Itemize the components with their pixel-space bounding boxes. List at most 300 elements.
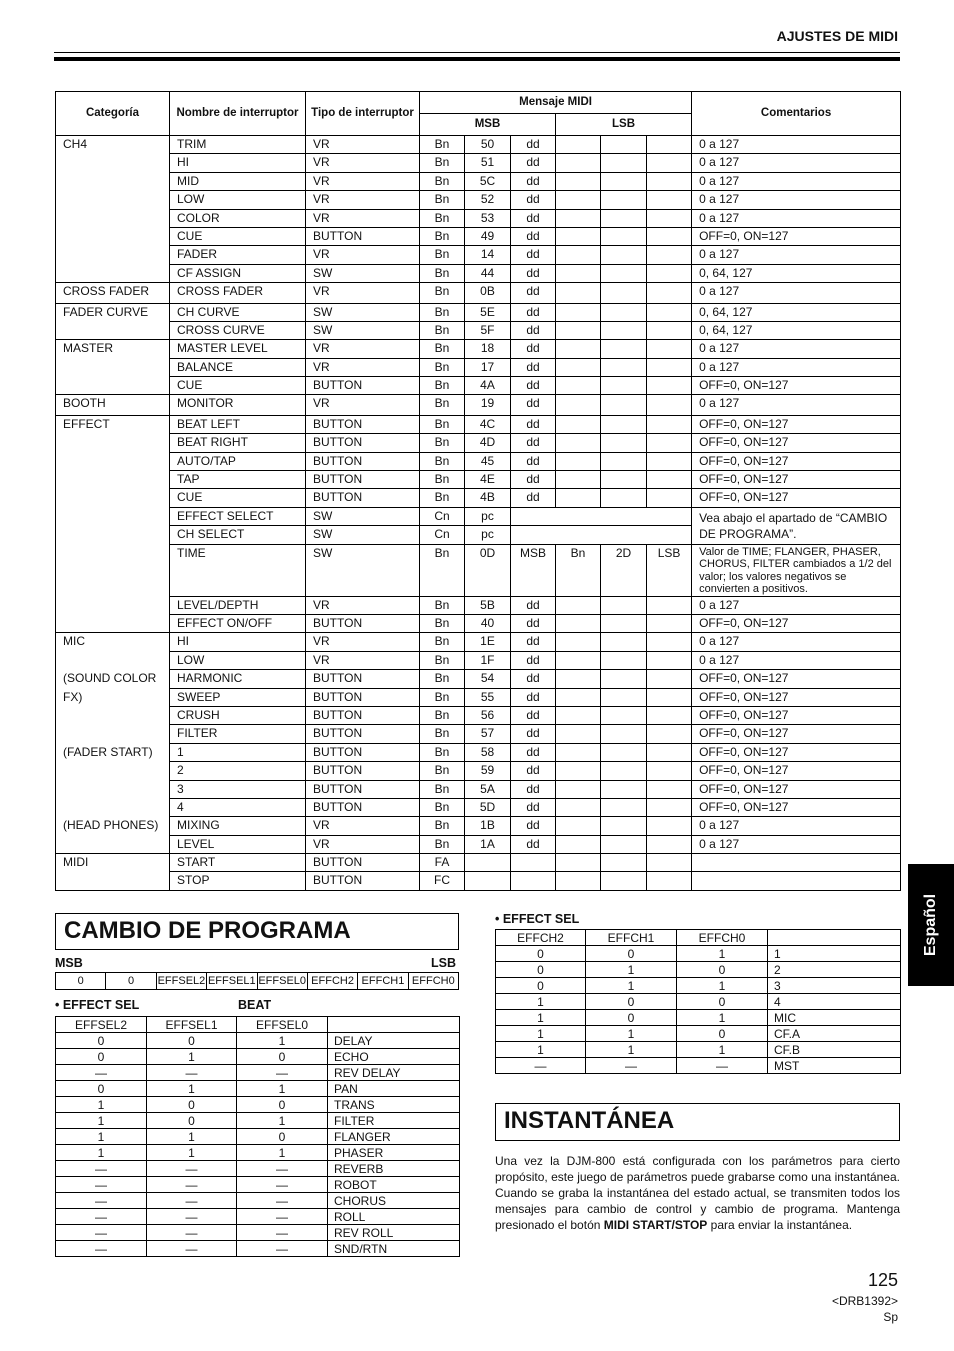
beat-effect-sel-label: • EFFECT SEL — [55, 998, 140, 1012]
table-cell: SW — [306, 264, 420, 282]
comment-cell: 0, 64, 127 — [692, 303, 901, 321]
table-cell — [601, 670, 647, 688]
bit-value: — — [237, 1177, 328, 1193]
table-cell: 57 — [465, 725, 511, 743]
table-cell: Bn — [420, 725, 465, 743]
table-cell: MID — [170, 172, 306, 190]
table-cell: BUTTON — [306, 706, 420, 724]
effsel-row — [496, 978, 901, 994]
comment-cell: 0 a 127 — [692, 191, 901, 209]
table-cell: FADER — [170, 246, 306, 264]
bit-value: 1 — [56, 1113, 147, 1129]
table-cell — [647, 191, 692, 209]
table-cell — [647, 670, 692, 688]
bit-value: 1 — [56, 1145, 147, 1161]
table-cell: CUE — [170, 227, 306, 245]
comment-cell: 0 a 127 — [692, 340, 901, 358]
table-cell — [601, 489, 647, 507]
table-cell — [647, 340, 692, 358]
table-cell: Bn — [420, 415, 465, 433]
effect-name: CHORUS — [328, 1193, 460, 1209]
table-cell — [647, 817, 692, 835]
table-cell: HI — [170, 154, 306, 172]
comment-cell: 0 a 127 — [692, 136, 901, 154]
table-row — [56, 191, 901, 209]
table-cell: CH CURVE — [170, 303, 306, 321]
table-cell: VR — [306, 651, 420, 669]
effect-name: ROLL — [328, 1209, 460, 1225]
table-cell — [647, 227, 692, 245]
table-cell: MONITOR — [170, 395, 306, 415]
table-cell: Bn — [420, 835, 465, 853]
table-cell — [601, 835, 647, 853]
table-cell — [556, 136, 601, 154]
table-cell — [647, 614, 692, 632]
table-cell — [647, 489, 692, 507]
table-cell: HI — [170, 633, 306, 651]
table-cell — [647, 706, 692, 724]
category-line: (SOUND COLOR — [63, 671, 157, 686]
table-cell: 0B — [465, 283, 511, 303]
table-cell: CROSS CURVE — [170, 321, 306, 339]
table-cell: 49 — [465, 227, 511, 245]
instantanea-section-title: INSTANTÁNEA — [495, 1103, 900, 1141]
bit-value: 1 — [677, 1042, 768, 1058]
category-cell — [56, 395, 170, 415]
bit-cell: EFFSEL2 — [156, 973, 206, 990]
table-cell: dd — [511, 246, 556, 264]
table-cell — [601, 377, 647, 395]
bit-value: 1 — [496, 1026, 586, 1042]
table-cell — [556, 706, 601, 724]
table-cell: EFFECT ON/OFF — [170, 614, 306, 632]
category-line: CROSS FADER — [63, 284, 150, 299]
effect-name: PHASER — [328, 1145, 460, 1161]
category-line — [63, 763, 169, 781]
beat-row — [56, 1065, 460, 1081]
table-cell: BUTTON — [306, 377, 420, 395]
bit-value: — — [56, 1209, 147, 1225]
header-comentarios: Comentarios — [692, 92, 901, 136]
table-cell: dd — [511, 136, 556, 154]
comment-cell: 0 a 127 — [692, 395, 901, 415]
table-cell — [647, 633, 692, 651]
table-cell: dd — [511, 377, 556, 395]
effect-name: FILTER — [328, 1113, 460, 1129]
table-cell — [601, 614, 647, 632]
table-cell — [647, 452, 692, 470]
table-cell: 5F — [465, 321, 511, 339]
comment-cell: OFF=0, ON=127 — [692, 614, 901, 632]
table-cell: BUTTON — [306, 227, 420, 245]
table-row — [56, 172, 901, 190]
table-cell — [556, 209, 601, 227]
table-cell — [601, 246, 647, 264]
effsel-row — [496, 962, 901, 978]
bit-value: — — [56, 1225, 147, 1241]
table-cell: BUTTON — [306, 452, 420, 470]
bit-value: 0 — [147, 1033, 237, 1049]
table-cell: Bn — [420, 706, 465, 724]
table-cell — [647, 762, 692, 780]
table-cell: AUTO/TAP — [170, 452, 306, 470]
bit-value: — — [56, 1241, 147, 1257]
bit-value: 1 — [56, 1129, 147, 1145]
table-cell: Bn — [420, 780, 465, 798]
table-cell: Cn — [420, 526, 465, 544]
table-row — [56, 725, 901, 743]
table-row — [56, 227, 901, 245]
table-cell: Bn — [420, 743, 465, 761]
table-cell: SW — [306, 544, 420, 596]
table-row — [56, 670, 901, 688]
table-cell: 52 — [465, 191, 511, 209]
channel-name: CF.B — [768, 1042, 901, 1058]
table-cell — [647, 743, 692, 761]
table-cell — [601, 209, 647, 227]
bit-value: — — [56, 1177, 147, 1193]
table-cell: FILTER — [170, 725, 306, 743]
table-cell: 4B — [465, 489, 511, 507]
table-cell — [601, 303, 647, 321]
comment-cell: 0 a 127 — [692, 651, 901, 669]
table-cell: Bn — [420, 340, 465, 358]
table-cell: LEVEL/DEPTH — [170, 596, 306, 614]
table-cell — [601, 688, 647, 706]
table-cell: BUTTON — [306, 489, 420, 507]
table-cell: Bn — [420, 154, 465, 172]
bit-value: 1 — [586, 978, 677, 994]
table-cell: dd — [511, 227, 556, 245]
table-cell: SWEEP — [170, 688, 306, 706]
table-cell — [556, 633, 601, 651]
table-cell — [601, 743, 647, 761]
table-cell — [647, 358, 692, 376]
comment-cell: 0 a 127 — [692, 283, 901, 303]
table-cell: Bn — [420, 651, 465, 669]
channel-name: CF.A — [768, 1026, 901, 1042]
table-cell — [647, 434, 692, 452]
effect-name: ECHO — [328, 1049, 460, 1065]
table-cell — [556, 227, 601, 245]
category-cell — [56, 340, 170, 395]
bit-value: 0 — [677, 962, 768, 978]
empty-cell — [511, 526, 692, 544]
table-cell — [601, 191, 647, 209]
effect-name: ROBOT — [328, 1177, 460, 1193]
table-cell: dd — [511, 743, 556, 761]
effsel-row — [496, 1026, 901, 1042]
table-cell — [647, 780, 692, 798]
table-cell: FA — [420, 854, 465, 872]
table-cell — [601, 706, 647, 724]
table-cell: Bn — [420, 817, 465, 835]
table-cell: 50 — [465, 136, 511, 154]
table-cell: Bn — [420, 798, 465, 816]
bit-value: 1 — [147, 1129, 237, 1145]
table-cell — [601, 283, 647, 303]
cambio-section-title: CAMBIO DE PROGRAMA — [55, 913, 459, 950]
para-text-bold: MIDI START/STOP — [603, 1218, 708, 1232]
table-cell: dd — [511, 452, 556, 470]
table-cell — [556, 303, 601, 321]
table-cell: dd — [511, 706, 556, 724]
table-cell — [601, 154, 647, 172]
bit-value: 1 — [677, 1010, 768, 1026]
table-row — [56, 136, 901, 154]
table-cell — [556, 688, 601, 706]
beat-row — [56, 1209, 460, 1225]
doc-code — [832, 1293, 898, 1325]
table-cell — [556, 377, 601, 395]
bit-value: — — [56, 1065, 147, 1081]
table-cell: LEVEL — [170, 835, 306, 853]
table-cell: dd — [511, 596, 556, 614]
effsel-row — [496, 1058, 901, 1074]
category-line: FX) — [63, 689, 83, 704]
table-cell: Bn — [420, 303, 465, 321]
table-cell: Bn — [420, 596, 465, 614]
table-cell: CUE — [170, 377, 306, 395]
category-cell — [56, 415, 170, 633]
table-cell — [647, 835, 692, 853]
table-cell: HARMONIC — [170, 670, 306, 688]
bit-value: — — [237, 1209, 328, 1225]
table-row — [56, 817, 901, 835]
bit-value: 0 — [237, 1097, 328, 1113]
table-cell — [556, 489, 601, 507]
table-cell: VR — [306, 191, 420, 209]
table-cell: 0D — [465, 544, 511, 596]
comment-cell: 0, 64, 127 — [692, 321, 901, 339]
table-cell — [556, 670, 601, 688]
table-cell: BEAT LEFT — [170, 415, 306, 433]
table-cell — [601, 780, 647, 798]
table-cell: dd — [511, 688, 556, 706]
table-cell: Bn — [420, 136, 465, 154]
table-cell: CH SELECT — [170, 526, 306, 544]
table-cell — [556, 596, 601, 614]
table-cell: Bn — [420, 434, 465, 452]
channel-name: MIC — [768, 1010, 901, 1026]
table-cell: SW — [306, 526, 420, 544]
table-cell — [601, 321, 647, 339]
beat-row — [56, 1081, 460, 1097]
table-cell — [647, 264, 692, 282]
table-cell: Bn — [420, 489, 465, 507]
table-cell: dd — [511, 434, 556, 452]
table-cell: BUTTON — [306, 762, 420, 780]
bit-value: — — [147, 1161, 237, 1177]
doc-lang: Sp — [883, 1310, 898, 1324]
table-cell — [601, 227, 647, 245]
table-cell — [647, 688, 692, 706]
table-cell: 51 — [465, 154, 511, 172]
table-cell — [556, 651, 601, 669]
table-cell — [647, 395, 692, 415]
language-tab-label: Español — [922, 893, 939, 957]
bit-value: — — [237, 1161, 328, 1177]
table-cell — [601, 264, 647, 282]
effsel-header: EFFCH2 — [496, 930, 586, 946]
comment-cell: OFF=0, ON=127 — [692, 434, 901, 452]
table-row — [56, 596, 901, 614]
table-cell — [601, 471, 647, 489]
table-row — [56, 395, 901, 415]
instantanea-paragraph — [495, 1153, 900, 1233]
effsel-row — [496, 1010, 901, 1026]
table-cell: dd — [511, 358, 556, 376]
bit-value: 0 — [56, 1081, 147, 1097]
table-cell: Bn — [420, 246, 465, 264]
bit-value: 1 — [496, 1010, 586, 1026]
beat-row — [56, 1097, 460, 1113]
comment-cell: OFF=0, ON=127 — [692, 780, 901, 798]
table-cell: TIME — [170, 544, 306, 596]
table-row — [56, 471, 901, 489]
bit-value: 1 — [237, 1113, 328, 1129]
table-cell — [556, 434, 601, 452]
bit-value: 0 — [147, 1097, 237, 1113]
comment-cell: 0 a 127 — [692, 835, 901, 853]
table-cell: CROSS FADER — [170, 283, 306, 303]
table-cell: BUTTON — [306, 415, 420, 433]
bit-value: 1 — [496, 994, 586, 1010]
table-cell — [647, 651, 692, 669]
table-row — [56, 633, 901, 651]
table-cell — [601, 395, 647, 415]
table-cell — [601, 817, 647, 835]
table-cell — [511, 854, 556, 872]
table-cell — [647, 471, 692, 489]
table-cell: 44 — [465, 264, 511, 282]
bit-value: 1 — [147, 1081, 237, 1097]
bit-value: 0 — [56, 1033, 147, 1049]
table-cell: 19 — [465, 395, 511, 415]
table-cell — [647, 136, 692, 154]
table-cell — [556, 614, 601, 632]
comment-cell: Valor de TIME; FLANGER, PHASER, CHORUS, FILTER cambiados a 1/2 del valor; los valores negativos se convierten a positivos. — [692, 544, 901, 596]
comment-cell: Vea abajo el apartado de “CAMBIO DE PROGRAMA”. — [692, 507, 901, 544]
table-cell — [556, 872, 601, 890]
table-cell: Cn — [420, 507, 465, 525]
table-cell: VR — [306, 596, 420, 614]
table-cell — [465, 872, 511, 890]
table-cell — [556, 780, 601, 798]
comment-cell: OFF=0, ON=127 — [692, 706, 901, 724]
bit-value: — — [147, 1193, 237, 1209]
table-cell: VR — [306, 283, 420, 303]
effect-channel-table — [495, 929, 901, 1074]
bit-value: 1 — [56, 1097, 147, 1113]
comment-cell: OFF=0, ON=127 — [692, 743, 901, 761]
table-row — [56, 489, 901, 507]
table-cell: dd — [511, 798, 556, 816]
table-cell: Bn — [420, 321, 465, 339]
table-cell: VR — [306, 633, 420, 651]
beat-effect-table — [55, 1016, 460, 1257]
table-cell — [601, 172, 647, 190]
header-mensaje: Mensaje MIDI — [420, 92, 692, 114]
table-cell: CUE — [170, 489, 306, 507]
comment-cell: 0, 64, 127 — [692, 264, 901, 282]
bit-cell: EFFSEL0 — [257, 973, 307, 990]
table-row — [56, 614, 901, 632]
bit-value: — — [147, 1241, 237, 1257]
table-cell: BUTTON — [306, 670, 420, 688]
bit-value: 0 — [237, 1129, 328, 1145]
table-cell — [556, 854, 601, 872]
comment-cell: 0 a 127 — [692, 209, 901, 227]
table-cell: dd — [511, 817, 556, 835]
table-cell: dd — [511, 762, 556, 780]
table-cell: dd — [511, 395, 556, 415]
bit-value: — — [147, 1065, 237, 1081]
effect-name: FLANGER — [328, 1129, 460, 1145]
bit-value: 0 — [586, 994, 677, 1010]
table-cell: 4C — [465, 415, 511, 433]
comment-cell — [692, 872, 901, 890]
effsel-row — [496, 1042, 901, 1058]
bit-value: 0 — [677, 1026, 768, 1042]
comment-cell: 0 a 127 — [692, 633, 901, 651]
table-cell — [647, 725, 692, 743]
category-line: MIDI — [63, 855, 89, 870]
table-row — [56, 283, 901, 303]
table-cell: CF ASSIGN — [170, 264, 306, 282]
table-cell — [601, 798, 647, 816]
table-cell — [556, 358, 601, 376]
bit-value: 1 — [237, 1033, 328, 1049]
category-cell — [56, 854, 170, 891]
table-cell — [556, 725, 601, 743]
table-cell: STOP — [170, 872, 306, 890]
table-row — [56, 246, 901, 264]
bit-value: — — [147, 1209, 237, 1225]
table-cell — [556, 340, 601, 358]
table-cell — [647, 283, 692, 303]
comment-cell: OFF=0, ON=127 — [692, 377, 901, 395]
table-cell: Bn — [420, 633, 465, 651]
table-cell — [647, 798, 692, 816]
category-cell — [56, 136, 170, 283]
category-line — [63, 726, 169, 744]
table-row — [56, 209, 901, 227]
table-cell: BUTTON — [306, 743, 420, 761]
effect-name: PAN — [328, 1081, 460, 1097]
table-cell: BUTTON — [306, 434, 420, 452]
table-cell: dd — [511, 780, 556, 798]
bit-value: 1 — [147, 1145, 237, 1161]
table-cell: VR — [306, 172, 420, 190]
table-row — [56, 321, 901, 339]
table-cell: dd — [511, 154, 556, 172]
table-row — [56, 651, 901, 669]
table-cell: Bn — [420, 544, 465, 596]
table-row — [56, 780, 901, 798]
table-cell — [556, 191, 601, 209]
table-cell: dd — [511, 415, 556, 433]
category-line: EFFECT — [63, 416, 110, 431]
table-cell: Bn — [420, 762, 465, 780]
table-row — [56, 872, 901, 890]
table-cell: VR — [306, 817, 420, 835]
table-cell: Bn — [420, 191, 465, 209]
bit-value: 1 — [586, 1042, 677, 1058]
table-row — [56, 303, 901, 321]
table-cell — [647, 377, 692, 395]
table-cell: 59 — [465, 762, 511, 780]
